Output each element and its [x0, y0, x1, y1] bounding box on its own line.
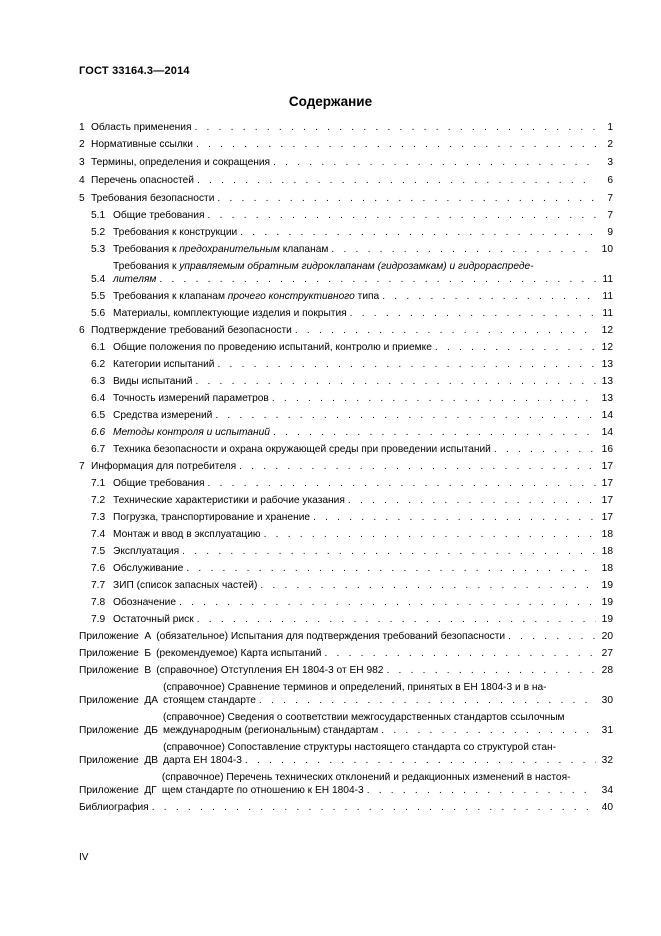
dot-leader — [182, 545, 596, 558]
toc-entry-number: 5.3 — [91, 244, 106, 255]
toc-entry-number: 3 — [79, 157, 85, 168]
toc-entry-title: Точность измерений параметров — [113, 393, 269, 404]
toc-entry-number: 6.5 — [91, 410, 106, 421]
toc-page-number: 12 — [601, 325, 613, 336]
toc-entry[interactable] — [79, 528, 613, 541]
toc-entry-title: Остаточный риск — [113, 614, 194, 625]
dot-leader — [215, 409, 596, 422]
toc-entry-title: Погрузка, транспортирование и хранение — [113, 512, 311, 523]
toc-page-number: 9 — [607, 227, 613, 238]
dot-leader — [159, 273, 596, 286]
toc-entry-title: Требования к — [113, 261, 180, 272]
toc-entry-number: Приложение ДА — [79, 695, 159, 706]
page-number: IV — [79, 852, 89, 863]
dot-leader — [367, 784, 596, 797]
toc-entry[interactable] — [79, 647, 613, 660]
dot-leader — [350, 307, 596, 320]
dot-leader — [197, 613, 596, 626]
toc-entry-title: Общие требования — [113, 210, 205, 221]
dot-leader — [186, 562, 596, 575]
toc-entry[interactable] — [79, 545, 613, 558]
toc-page-number: 2 — [607, 139, 613, 150]
dot-leader — [313, 511, 596, 524]
toc-page-number: 28 — [601, 665, 613, 676]
dot-leader — [494, 443, 596, 456]
toc-page-number: 19 — [601, 614, 613, 625]
toc-entry-number: 7.4 — [91, 529, 106, 540]
toc-entry[interactable] — [79, 511, 613, 524]
toc-entry-number: 5.4 — [91, 274, 106, 285]
toc-entry-title: Область применения — [91, 122, 192, 133]
dot-leader — [273, 156, 596, 169]
toc-entry[interactable] — [79, 209, 613, 222]
toc-entry-title: Техника безопасности и охрана окружающей среды при проведении испытаний — [113, 444, 491, 455]
dot-leader — [272, 392, 596, 405]
toc-page-number: 32 — [601, 755, 613, 766]
toc-page-number: 12 — [601, 342, 613, 353]
toc-entry-number: 7.5 — [91, 546, 106, 557]
toc-page-number: 20 — [601, 631, 613, 642]
document-header: ГОСТ 33164.3—2014 — [79, 65, 190, 77]
toc-entry-number: 6.3 — [91, 376, 106, 387]
toc-page-number: 13 — [601, 359, 613, 370]
toc-page-number: 18 — [601, 529, 613, 540]
toc-entry-title: Термины, определения и сокращения — [91, 157, 271, 168]
toc-entry-number: 7.2 — [91, 495, 106, 506]
toc-entry-number: Приложение ДБ — [79, 725, 158, 736]
toc-entry-number: 5.5 — [91, 291, 106, 302]
dot-leader — [245, 754, 596, 767]
toc-page-number: 17 — [601, 512, 613, 523]
dot-leader — [194, 121, 596, 134]
toc-entry[interactable] — [79, 579, 613, 592]
dot-leader — [260, 579, 596, 592]
toc-entry-number: 6.4 — [91, 393, 106, 404]
toc-entry-title: прочего конструктивного — [227, 291, 355, 302]
toc-entry-number: 6.2 — [91, 359, 106, 370]
toc-entry[interactable] — [79, 771, 613, 797]
dot-leader — [331, 243, 596, 256]
dot-leader — [197, 174, 596, 187]
dot-leader — [382, 290, 596, 303]
dot-leader — [295, 324, 596, 337]
toc-entry-title: Перечень опасностей — [91, 175, 194, 186]
toc-entry[interactable] — [79, 613, 613, 626]
dot-leader — [217, 358, 596, 371]
toc-entry[interactable] — [79, 664, 613, 677]
toc-entry-title: Библиография — [79, 802, 149, 813]
toc-entry-number: Приложение Б — [79, 648, 152, 659]
toc-entry-number: 5.1 — [91, 210, 106, 221]
toc-entry-title: стоящем стандарте — [163, 695, 256, 706]
toc-entry-title: Виды испытаний — [113, 376, 193, 387]
dot-leader — [208, 209, 596, 222]
toc-page-number: 27 — [601, 648, 613, 659]
dot-leader — [435, 341, 596, 354]
toc-entry-title: Средства измерений — [113, 410, 213, 421]
dot-leader — [196, 138, 596, 151]
toc-entry[interactable] — [79, 192, 613, 205]
toc-entry-title: Методы контроля и испытаний — [113, 427, 270, 438]
dot-leader — [348, 494, 596, 507]
toc-entry-number: 4 — [79, 175, 85, 186]
toc-entry-number: 7 — [79, 461, 85, 472]
toc-entry-number: Приложение ДВ — [79, 755, 159, 766]
dot-leader — [386, 664, 596, 677]
dot-leader — [152, 801, 596, 814]
toc-page-number: 14 — [601, 410, 613, 421]
toc-page-number: 17 — [601, 478, 613, 489]
toc-page-number: 16 — [601, 444, 613, 455]
toc-page-number: 19 — [601, 580, 613, 591]
dot-leader — [264, 528, 596, 541]
toc-page-number: 11 — [602, 308, 613, 319]
toc-page-number: 17 — [601, 495, 613, 506]
toc-entry-title: лителям — [113, 274, 157, 285]
toc-entry-title: Категории испытаний — [113, 359, 215, 370]
toc-entry-number: Приложение ДГ — [79, 785, 157, 796]
dot-leader — [240, 226, 596, 239]
toc-entry[interactable] — [79, 630, 613, 643]
toc-entry-title: Требования к клапанам — [113, 291, 228, 302]
toc-entry-title: щем стандарте по отношению к ЕН 1804-3 — [161, 785, 364, 796]
toc-page-number: 11 — [602, 291, 613, 302]
page-title: Содержание — [288, 94, 373, 109]
toc-entry-number: Приложение А — [79, 631, 152, 642]
table-of-contents — [79, 121, 613, 818]
toc-entry[interactable] — [79, 741, 613, 767]
toc-entry[interactable] — [79, 138, 613, 151]
toc-entry-number: 1 — [79, 122, 85, 133]
toc-entry[interactable] — [79, 307, 613, 320]
toc-entry-number: 7.8 — [91, 597, 106, 608]
toc-page-number: 17 — [601, 461, 613, 472]
toc-entry-number: Приложение В — [79, 665, 152, 676]
toc-entry[interactable] — [79, 801, 613, 814]
toc-entry-title: типа — [354, 291, 380, 302]
toc-entry-title: международным (региональным) стандартам — [163, 725, 379, 736]
toc-page-number: 19 — [601, 597, 613, 608]
dot-leader — [208, 477, 596, 490]
toc-entry-title: (справочное) Сопоставление структуры настоящего стандарта со структурой стан- — [163, 742, 557, 753]
toc-entry-number: 7.9 — [91, 614, 106, 625]
toc-page-number: 6 — [607, 175, 613, 186]
toc-entry[interactable] — [79, 290, 613, 303]
toc-entry[interactable] — [79, 596, 613, 609]
toc-entry[interactable] — [79, 358, 613, 371]
toc-entry-title: (обязательное) Испытания для подтверждения требований безопасности — [156, 631, 506, 642]
toc-entry-title: Требования к конструкции — [113, 227, 238, 238]
toc-entry-title: предохранительным — [179, 244, 280, 255]
toc-entry-title: Общие требования — [113, 478, 205, 489]
toc-entry[interactable] — [79, 324, 613, 337]
toc-entry-title: Материалы, комплектующие изделия и покрытия — [113, 308, 347, 319]
toc-entry-title: (справочное) Сравнение терминов и определений, принятых в ЕН 1804-3 и в на- — [163, 682, 547, 693]
toc-entry-number: 7.7 — [91, 580, 106, 591]
toc-entry-title: ЗИП (список запасных частей) — [113, 580, 258, 591]
toc-page-number: 31 — [601, 725, 613, 736]
toc-entry[interactable] — [79, 121, 613, 134]
toc-page-number: 11 — [602, 274, 613, 285]
dot-leader — [381, 724, 596, 737]
toc-entry[interactable] — [79, 392, 613, 405]
dot-leader — [273, 426, 596, 439]
toc-entry-title: клапанам — [279, 244, 329, 255]
toc-entry-number: 5 — [79, 193, 85, 204]
dot-leader — [508, 630, 596, 643]
toc-entry-title: дарта ЕН 1804-3 — [163, 755, 242, 766]
toc-entry[interactable] — [79, 260, 613, 286]
toc-entry-title: Обозначение — [113, 597, 177, 608]
toc-entry-number: 5.2 — [91, 227, 106, 238]
toc-entry-title: Общие положения по проведению испытаний, контролю и приемке — [113, 342, 432, 353]
toc-entry-title: Обслуживание — [113, 563, 184, 574]
toc-entry-number: 2 — [79, 139, 85, 150]
toc-entry[interactable] — [79, 341, 613, 354]
toc-entry[interactable] — [79, 156, 613, 169]
toc-entry[interactable] — [79, 375, 613, 388]
toc-page-number: 18 — [601, 563, 613, 574]
toc-page-number: 18 — [601, 546, 613, 557]
dot-leader — [179, 596, 596, 609]
toc-entry-number: 5.6 — [91, 308, 106, 319]
toc-entry-title: Технические характеристики и рабочие указания — [113, 495, 345, 506]
toc-entry-title: Требования безопасности — [91, 193, 215, 204]
toc-entry-number: 6.6 — [91, 427, 106, 438]
toc-entry-title: (рекомендуемое) Карта испытаний — [156, 648, 322, 659]
toc-entry[interactable] — [79, 477, 613, 490]
toc-page-number: 1 — [607, 122, 613, 133]
toc-entry-number: 7.1 — [91, 478, 106, 489]
dot-leader — [195, 375, 596, 388]
toc-page-number: 3 — [607, 157, 613, 168]
dot-leader — [239, 460, 596, 473]
toc-entry[interactable] — [79, 681, 613, 707]
toc-page-number: 14 — [601, 427, 613, 438]
toc-entry-title: Подтверждение требований безопасности — [91, 325, 292, 336]
toc-entry[interactable] — [79, 443, 613, 456]
toc-entry-title: управляемым обратным гидроклапанам (гидрозамкам) и гидрораспреде- — [179, 261, 534, 272]
toc-page-number: 13 — [601, 393, 613, 404]
toc-entry[interactable] — [79, 711, 613, 737]
toc-entry-title: (справочное) Сведения о соответствии межгосударственных стандартов ссылочным — [163, 712, 565, 723]
toc-entry-number: 7.6 — [91, 563, 106, 574]
toc-entry[interactable] — [79, 426, 613, 439]
dot-leader — [217, 192, 596, 205]
toc-entry[interactable] — [79, 174, 613, 187]
toc-entry[interactable] — [79, 243, 613, 256]
toc-entry[interactable] — [79, 460, 613, 473]
toc-entry-title: Информация для потребителя — [91, 461, 237, 472]
toc-page-number: 7 — [607, 193, 613, 204]
toc-page-number: 30 — [601, 695, 613, 706]
toc-page-number: 10 — [601, 244, 613, 255]
toc-page-number: 40 — [601, 802, 613, 813]
dot-leader — [259, 694, 596, 707]
toc-entry-title: (справочное) Отступления ЕН 1804-3 от ЕН 982 — [156, 665, 384, 676]
toc-page-number: 34 — [601, 785, 613, 796]
dot-leader — [324, 647, 596, 660]
toc-page-number: 7 — [607, 210, 613, 221]
toc-entry[interactable] — [79, 562, 613, 575]
toc-entry[interactable] — [79, 226, 613, 239]
toc-entry-number: 6 — [79, 325, 85, 336]
toc-entry[interactable] — [79, 494, 613, 507]
toc-page-number: 13 — [601, 376, 613, 387]
toc-entry[interactable] — [79, 409, 613, 422]
toc-entry-title: Требования к — [113, 244, 180, 255]
toc-entry-title: Нормативные ссылки — [91, 139, 193, 150]
toc-entry-title: (справочное) Перечень технических отклонений и редакционных изменений в настоя- — [161, 772, 571, 783]
toc-entry-number: 6.1 — [91, 342, 106, 353]
toc-entry-number: 6.7 — [91, 444, 106, 455]
toc-entry-title: Эксплуатация — [113, 546, 180, 557]
toc-entry-title: Монтаж и ввод в эксплуатацию — [113, 529, 261, 540]
toc-entry-number: 7.3 — [91, 512, 106, 523]
